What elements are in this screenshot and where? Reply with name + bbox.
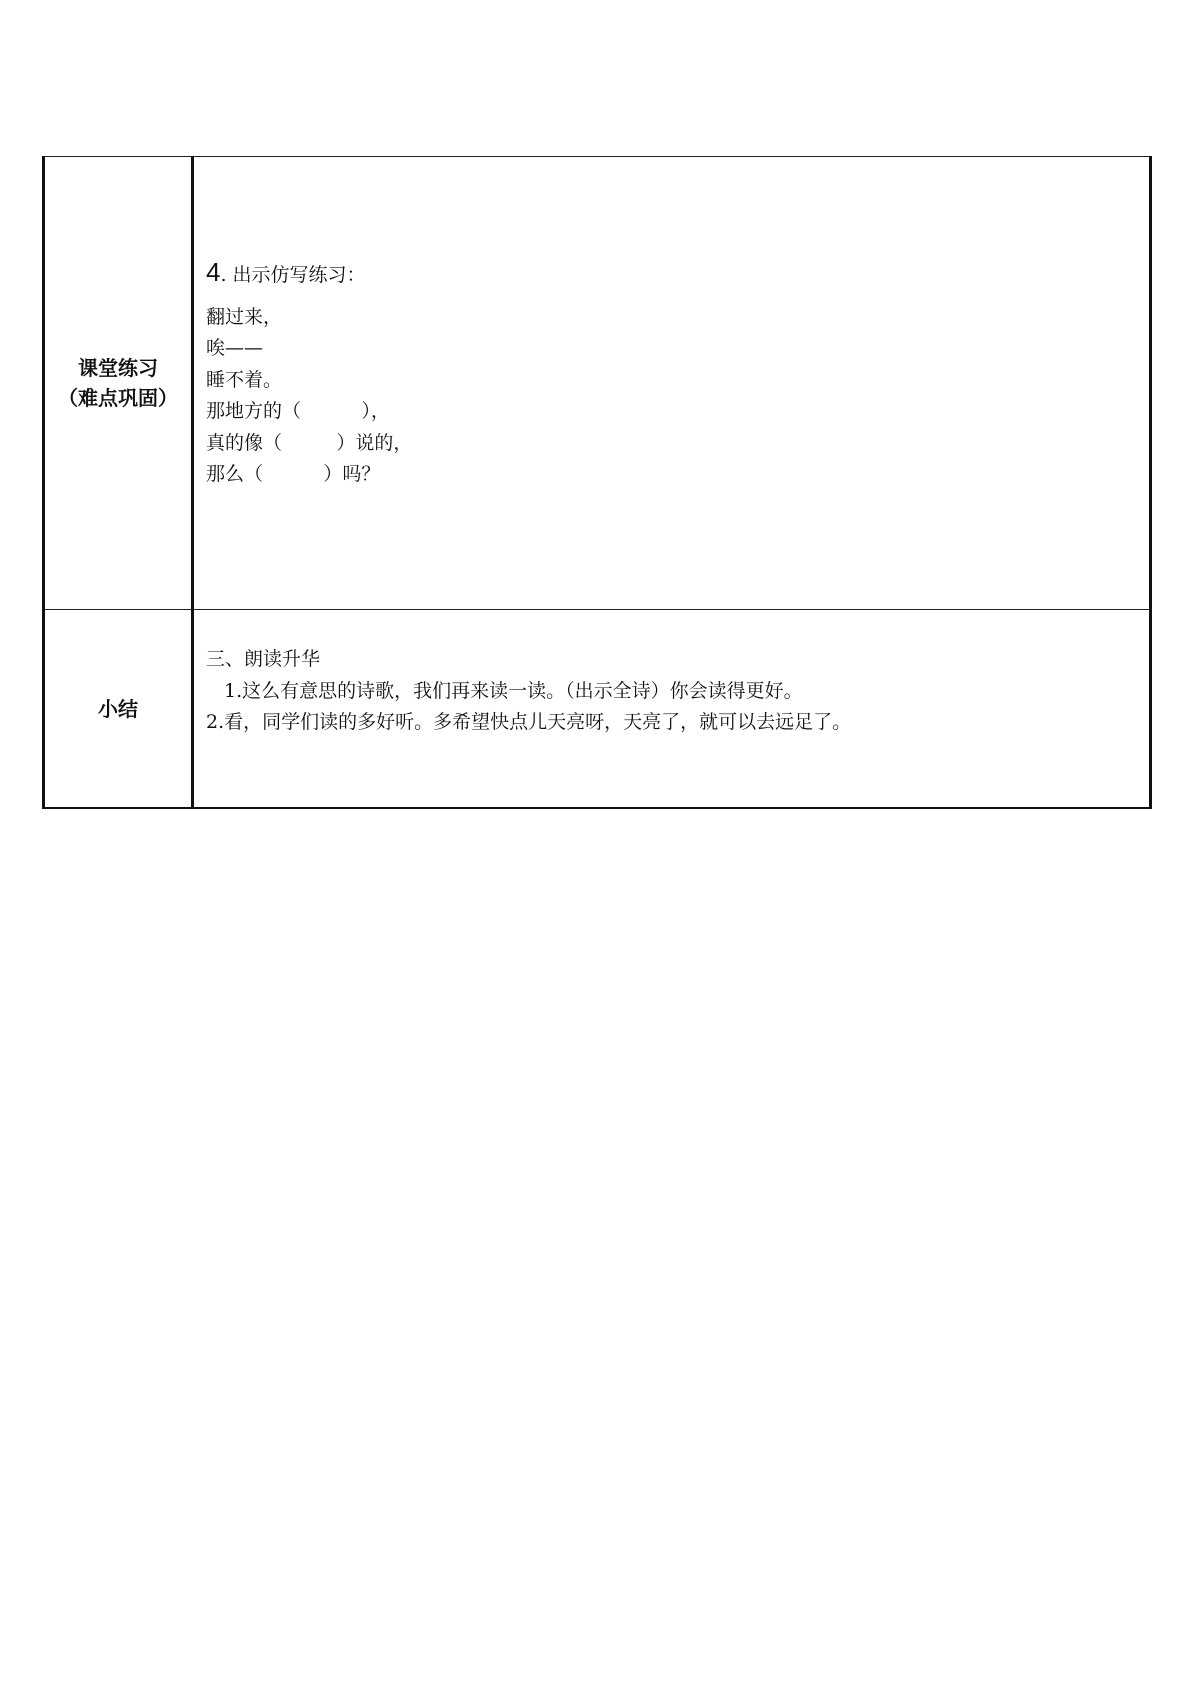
exercise-line: 真的像（ ）说的，: [206, 431, 413, 454]
row-label-classroom-exercise: [44, 157, 193, 610]
summary-line: 1.这么有意思的诗歌，我们再来读一读。（出示全诗）你会读得更好。: [224, 679, 803, 702]
exercise-cell: [193, 157, 1151, 610]
exercise-line: 睡不着。: [206, 368, 283, 391]
exercise-heading-text: . 出示仿写练习：: [220, 264, 366, 286]
exercise-line: 那地方的（ ），: [206, 400, 390, 422]
row-label-summary: 小结: [44, 610, 193, 809]
exercise-line: 翻过来，: [206, 305, 283, 328]
table-row-classroom-exercise: [44, 157, 1151, 610]
lesson-plan-table: [42, 156, 1152, 809]
exercise-line: 那么（ ）吗？: [206, 463, 381, 485]
label-sub: （难点巩固）: [58, 386, 178, 410]
summary-content: [194, 610, 1149, 739]
exercise-line: 唉——: [206, 337, 264, 359]
summary-line: 三、朗读升华: [206, 648, 321, 670]
exercise-heading: [206, 257, 1149, 292]
table-row-summary: [44, 610, 1151, 809]
exercise-content: [194, 157, 1149, 491]
summary-cell: [193, 610, 1151, 809]
label-main: 课堂练习: [78, 356, 158, 380]
exercise-heading-number: 4: [206, 257, 221, 287]
summary-line: 2.看，同学们读的多好听。多希望快点儿天亮呀，天亮了，就可以去远足了。: [206, 711, 852, 733]
